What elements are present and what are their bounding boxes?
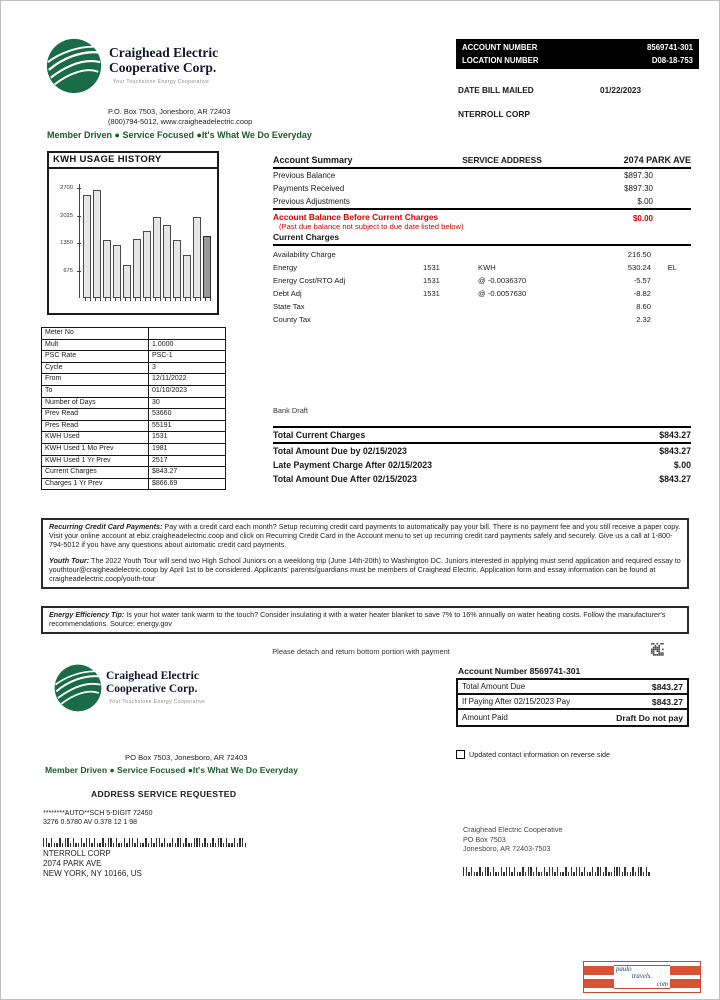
total-label: Total Amount Due by 02/15/2023 [273,446,407,456]
charge-label: Debt Adj [273,289,302,298]
summary-row-amount: $.00 [637,197,653,206]
usage-bar [163,225,171,298]
table-row [42,409,226,421]
y-axis-tick-label: 1350 [60,240,73,246]
energy-tip-box [41,606,689,634]
charge-label: Availability Charge [273,250,336,259]
charge-label: Energy Cost/RTO Adj [273,276,346,285]
charge-rate: @ -0.0057630 [478,289,527,298]
usage-bar [133,239,141,298]
total-label: Late Payment Charge After 02/15/2023 [273,460,433,470]
meter-row-value: $866.69 [149,478,226,490]
service-address-label: SERVICE ADDRESS [462,155,542,165]
summary-row [273,169,691,182]
charge-label: Energy [273,263,298,272]
meter-row-label: To [42,385,149,397]
x-axis-tick [95,298,101,301]
postnet-barcode-icon [463,858,651,876]
meter-row-label: From [42,374,149,386]
total-label: Total Current Charges [273,430,366,440]
date-bill-mailed-value: 01/22/2023 [600,86,641,95]
charge-row [273,313,691,326]
notice-text: The 2022 Youth Tour will send two High School Juniors on a weeklong trip (June 14th-20th) to Washington DC. Juniors interested in applying must send application and required essay to youthtour@craigheadelectric.coop by April 1st to be considered. Applicants' parents/guardians must be members of Craighead Electric. Application form and essay information can be found at craigheadelectric.coop/youth-tour [49,556,681,583]
y-axis [79,184,80,298]
balance-note: (Past due balance not subject to due date listed below) [279,222,464,231]
table-row [42,351,226,363]
qr-code-icon [651,643,664,656]
watermark-left-stripes [584,962,614,992]
meter-row-label: Current Charges [42,467,149,479]
x-axis-tick [205,298,211,301]
table-row [42,420,226,432]
notices-box [41,518,689,589]
meter-row-value: 1.0000 [149,339,226,351]
meter-row-value: 3 [149,362,226,374]
charge-rate: KWH [478,263,496,272]
summary-row-amount: $897.30 [624,184,653,193]
meter-row-label: KWH Used 1 Mo Prev [42,443,149,455]
usage-bar [113,245,121,298]
stub-table-row [458,695,687,710]
total-amount: $843.27 [659,446,691,456]
stub-row-value: $843.27 [651,681,683,692]
usage-bar [183,255,191,298]
meter-row-label: PSC Rate [42,351,149,363]
stub-table-row [458,710,687,725]
charge-qty: 1531 [423,263,440,272]
meter-row-label: Meter No [42,328,149,340]
meter-row-value [149,328,226,340]
paulo-travels-watermark [583,961,701,993]
meter-row-label: KWH Used [42,432,149,444]
meter-row-value: 30 [149,397,226,409]
company-tagline: Your Touchstone Energy Cooperative [113,79,210,85]
meter-row-value: 55191 [149,420,226,432]
notice-paragraph [49,557,681,583]
usage-bar [203,236,211,298]
stub-po-box: PO Box 7503, Jonesboro, AR 72403 [125,753,248,762]
stub-row-value: Draft Do not pay [616,712,683,723]
total-row [273,472,691,486]
current-charges-label: Current Charges [273,232,340,242]
total-label: Total Amount Due After 02/15/2023 [273,474,417,484]
customer-name: NTERROLL CORP [458,109,530,119]
updated-contact-label: Updated contact information on reverse side [469,750,611,759]
charge-row [273,300,691,313]
total-amount: $843.27 [659,430,691,440]
account-id-box [456,39,699,69]
table-row [42,397,226,409]
notice-lead: Recurring Credit Card Payments: [49,522,163,531]
account-number-value: 8569741-301 [647,43,693,52]
remit-line: PO Box 7503 [463,834,506,844]
x-axis-tick [155,298,161,301]
meter-row-label: Pres Read [42,420,149,432]
charge-label: County Tax [273,315,311,324]
remit-address [463,825,651,854]
totals-rows [273,426,691,486]
recipient-line: NTERROLL CORP [43,849,111,858]
table-row [42,455,226,467]
charge-amount: 2.32 [636,315,651,324]
y-axis-tick-label: 2700 [60,185,73,191]
service-address-value: 2074 PARK AVE [623,155,691,165]
meter-row-label: KWH Used 1 Yr Prev [42,455,149,467]
meter-row-value: $843.27 [149,467,226,479]
company-name: Craighead Electric Cooperative Corp. [109,45,219,75]
chart-plot-area [49,168,217,313]
meter-row-value: 01/10/2023 [149,385,226,397]
stub-motto: Member Driven ● Service Focused ●It's What We Do Everyday [45,765,298,775]
charge-qty: 1531 [423,289,440,298]
summary-row-label: Previous Adjustments [273,197,350,206]
meter-detail-table [41,327,226,490]
summary-row [273,195,691,208]
company-motto: Member Driven ● Service Focused ●It's What We Do Everyday [47,130,312,140]
summary-rows [273,169,691,208]
meter-row-value: 2517 [149,455,226,467]
address-service-requested: ADDRESS SERVICE REQUESTED [91,789,237,799]
x-axis-tick [195,298,201,301]
charge-row [273,274,691,287]
meter-row-label: Cycle [42,362,149,374]
usage-bar [93,190,101,298]
y-axis-tick-label: 675 [63,267,73,274]
account-number-label: ACCOUNT NUMBER [462,43,538,52]
meter-row-label: Number of Days [42,397,149,409]
updated-contact-checkbox[interactable] [456,750,465,759]
stub-row-label: Amount Paid [462,713,508,722]
y-axis-tick-label: 2025 [60,212,73,219]
chart-title: KWH USAGE HISTORY [47,151,219,169]
usage-bar [103,240,111,298]
charge-amount: 530.24 [627,263,651,272]
total-row [273,428,691,444]
stub-table-row [458,680,687,695]
usage-bar [83,195,91,298]
meter-row-label: Charges 1 Yr Prev [42,478,149,490]
payment-stub-table [456,678,689,727]
x-axis-tick [175,298,181,301]
mailing-address-block [43,809,247,879]
x-axis-tick [145,298,151,301]
company-logo-icon [45,37,103,100]
recipient-address [43,849,247,879]
meter-row-value: 1981 [149,443,226,455]
x-axis-tick [115,298,121,301]
table-row [42,328,226,340]
notice-lead: Energy Efficiency Tip: [49,610,125,619]
total-row [273,458,691,472]
meter-row-value: PSC-1 [149,351,226,363]
usage-bar [143,231,151,298]
meter-row-value: 1531 [149,432,226,444]
location-number-label: LOCATION NUMBER [462,56,539,65]
stub-row-value: $843.27 [651,696,683,707]
total-amount: $.00 [673,460,691,470]
company-address: P.O. Box 7503, Jonesboro, AR 72403 (800)794-5012, www.craigheadelectric.coop [108,107,253,126]
date-bill-mailed-label: DATE BILL MAILED [458,86,534,95]
charge-row [273,248,691,261]
summary-row-label: Previous Balance [273,171,336,180]
table-row [42,374,226,386]
charge-amount: 8.60 [636,302,651,311]
divider [273,244,691,246]
total-amount: $843.27 [659,474,691,484]
balance-before-charges [273,210,691,232]
account-summary [273,155,691,486]
usage-bar [123,265,131,298]
table-row [42,432,226,444]
remit-line: Craighead Electric Cooperative [463,825,563,834]
charge-rate: @ -0.0036370 [478,276,527,285]
balance-label: Account Balance Before Current Charges [273,212,439,222]
company-logo-icon [53,663,103,718]
watermark-text: paulo travels. com [616,965,668,988]
x-axis-tick [105,298,111,301]
recipient-line: NEW YORK, NY 10166, US [43,869,142,878]
table-row [42,339,226,351]
charge-rows [273,248,691,326]
table-row [42,362,226,374]
mail-sort-line-2: 3276 0.5780 AV 0.378 12 1 98 [43,819,138,826]
summary-title: Account Summary [273,155,353,165]
notice-paragraph [49,611,681,629]
usage-bar [153,217,161,298]
summary-row [273,182,691,195]
location-number-value: D08-18-753 [651,56,693,65]
meter-row-value: 53660 [149,409,226,421]
stub-row-label: Total Amount Due [462,682,526,691]
recipient-line: 2074 PARK AVE [43,859,102,868]
stub-account-number: Account Number 8569741-301 [458,666,581,676]
charge-row [273,261,691,274]
x-axis-tick [85,298,91,301]
company-name: Craighead Electric Cooperative Corp. [106,670,199,695]
notice-text: Pay with a credit card each month? Setup recurring credit card payments to automatically pay your bill. There is no payment fee and you still receive a paper copy. Visit your online account at ebiz.craigheadelectric.coop and click on Recurring Credit Card in the Account menu to set up recurring credit card payments safely and securely. Give us a call at 1-800-794-5012 if you have any questions about automatic credit card payments. [49,522,681,549]
x-axis-tick [185,298,191,301]
summary-row-label: Payments Received [273,184,345,193]
notice-lead: Youth Tour: [49,556,90,566]
charge-suffix: EL [667,263,677,272]
company-tagline: Your Touchstone Energy Cooperative [109,699,206,705]
bank-draft-note: Bank Draft [273,406,308,415]
summary-row-amount: $897.30 [624,171,653,180]
stub-row-label: If Paying After 02/15/2023 Pay [462,697,571,706]
table-row [42,443,226,455]
x-axis-tick [125,298,131,301]
detach-instruction: Please detach and return bottom portion with payment [272,647,450,656]
usage-bar [193,217,201,298]
table-row [42,478,226,490]
notice-text: Is your hot water tank warm to the touch? Consider insulating it with a water heater blanket to save 7% to 16% annually on water heating costs. Follow the manufacturer's recommendations. Source: energy.gov [49,610,666,628]
balance-amount: $0.00 [632,214,653,223]
mail-sort-line-1: ********AUTO**SCH 5-DIGIT 72450 [43,810,153,817]
remit-line: Jonesboro, AR 72403-7503 [463,844,551,853]
meter-row-value: 12/11/2022 [149,374,226,386]
charge-row [273,287,691,300]
watermark-right-stripes [670,962,700,992]
kwh-usage-chart [47,151,219,315]
table-row [42,385,226,397]
charge-qty: 1531 [423,276,440,285]
charge-amount: -8.82 [633,289,651,298]
notice-paragraph [49,523,681,549]
total-row [273,444,691,458]
usage-bar [173,240,181,298]
x-axis-tick [135,298,141,301]
remittance-address-block [463,825,651,876]
updated-contact-row [456,750,610,759]
postnet-barcode-icon [43,829,247,847]
charge-amount: 216.50 [627,250,651,259]
summary-header [273,155,691,169]
table-row [42,467,226,479]
meter-row-label: Prev Read [42,409,149,421]
date-bill-mailed-row [458,86,697,95]
meter-row-label: Mult [42,339,149,351]
charge-amount: -5.57 [633,276,651,285]
charge-label: State Tax [273,302,305,311]
x-axis-tick [165,298,171,301]
